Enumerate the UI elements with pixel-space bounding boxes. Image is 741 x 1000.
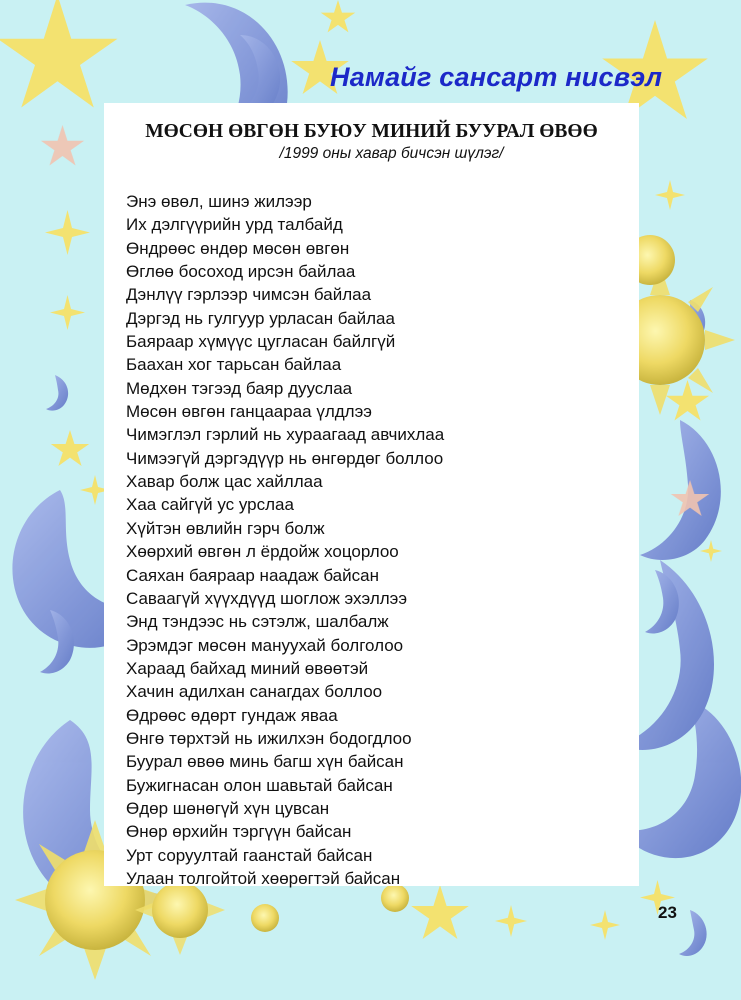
- poem-line: Баяраар хүмүүс цугласан байлгүй: [126, 332, 396, 352]
- poem-line: Энд тэндээс нь сэтэлж, шалбалж: [126, 612, 389, 632]
- poem-line: Өдрөөс өдөрт гундаж яваа: [126, 705, 338, 725]
- poem-line: Урт соруултай гаанстай байсан: [126, 845, 373, 865]
- poem-line: Өдөр шөнөгүй хүн цувсан: [126, 798, 330, 818]
- poem-line: Өнгө төрхтэй нь ижилхэн бодогдлоо: [126, 728, 412, 748]
- poem-line: Саваагүй хүүхдүүд шоглож эхэллээ: [126, 588, 408, 608]
- poem-lines: [126, 190, 444, 890]
- poem-line: Их дэлгүүрийн урд талбайд: [126, 215, 343, 235]
- book-title: Намайг сансарт нисвэл: [330, 62, 663, 92]
- poem-line: Хачин адилхан санагдах боллоо: [126, 682, 383, 702]
- poem-line: Баахан хог тарьсан байлаа: [126, 355, 342, 375]
- poem-line: Энэ өвөл, шинэ жилээр: [126, 192, 312, 211]
- poem-line: Мөдхөн тэгээд баяр дууслаа: [126, 378, 353, 398]
- poem-line: Хөөрхий өвгөн л ёрдойж хоцорлоо: [126, 542, 399, 562]
- poem-title: МӨСӨН ӨВГӨН БУЮУ МИНИЙ БУУРАЛ ӨВӨӨ: [145, 121, 598, 142]
- poem-line: Чимэглэл гэрлий нь хураагаад авчихлаа: [126, 425, 445, 445]
- page-number: 23: [658, 903, 677, 922]
- poem-line: Өндрөөс өндөр мөсөн өвгөн: [126, 238, 350, 258]
- poem-line: Буурал өвөө минь багш хүн байсан: [126, 752, 404, 772]
- poem-line: Хавар болж цас хайллаа: [126, 472, 323, 492]
- poem-line: Улаан толгойтой хөөрөгтэй байсан: [126, 868, 401, 888]
- poem-line: Дэргэд нь гулгуур урласан байлаа: [126, 308, 395, 328]
- poem-line: Мөсөн өвгөн ганцаараа үлдлээ: [126, 402, 372, 422]
- poem-line: Чимээгүй дэргэдүүр нь өнгөрдөг боллоо: [126, 448, 444, 468]
- poem-card: [104, 103, 639, 886]
- poem-line: Эрэмдэг мөсөн мануухай болголоо: [126, 635, 404, 655]
- poem-line: Өнөр өрхийн тэргүүн байсан: [126, 822, 352, 842]
- poem-line: Хаа сайгүй ус урслаа: [126, 495, 294, 515]
- poem-line: Саяхан баяраар наадаж байсан: [126, 565, 379, 585]
- poem-line: Өглөө босоход ирсэн байлаа: [126, 262, 356, 282]
- poem-line: Бужигнасан олон шавьтай байсан: [126, 775, 393, 795]
- poem-line: Хүйтэн өвлийн гэрч болж: [126, 518, 325, 538]
- poem-line: Дэнлүү гэрлээр чимсэн байлаа: [126, 285, 372, 305]
- poem-line: Хараад байхад миний өвөөтэй: [126, 658, 369, 678]
- poem-subtitle: /1999 оны хавар бичсэн шүлэг/: [279, 145, 504, 162]
